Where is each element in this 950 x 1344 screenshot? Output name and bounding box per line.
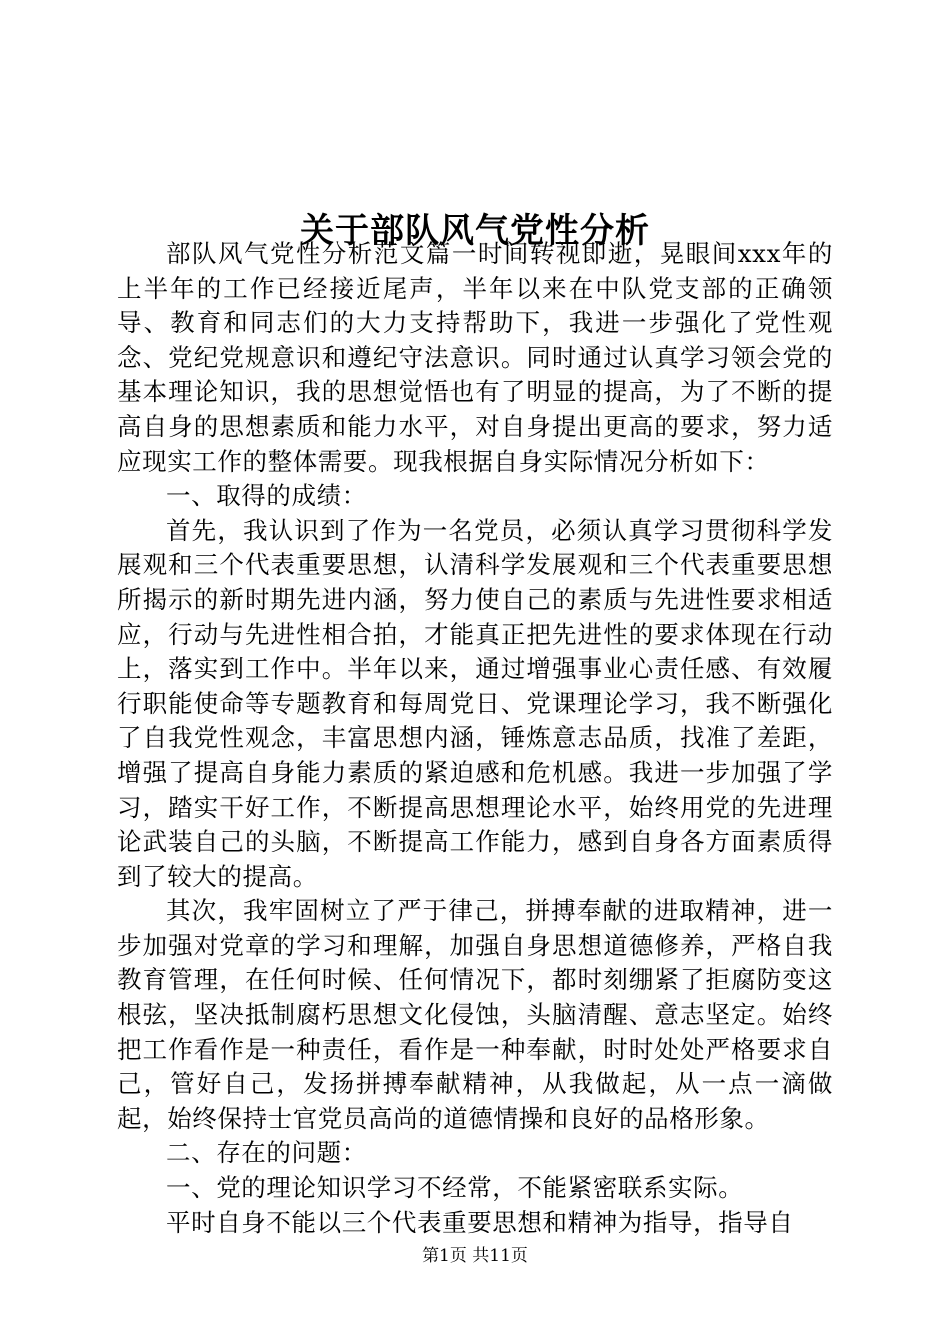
section-heading-achievements: 一、取得的成绩：	[166, 481, 367, 511]
paragraph-intro: 部队风气党性分析范文篇一时间转视即逝，晃眼间xxx年的上半年的工作已经接近尾声，半年以来在中队党支部的正确领导、教育和同志们的大力支持帮助下，我进一步强化了党性观念、党纪党规意识和遵纪守法意识。同时通过认真学习领会党的基本理论知识，我的思想觉悟也有了明显的提高，为了不断的提高自身的思想素质和能力水平，对自身提出更高的要求，努力适应现实工作的整体需要。现我根据自身实际情况分析如下：	[117, 239, 833, 476]
paragraph-second: 其次，我牢固树立了严于律己，拼搏奉献的进取精神，进一步加强对党章的学习和理解，加强自身思想道德修养，严格自我教育管理，在任何时候、任何情况下，都时刻绷紧了拒腐防变这根弦，坚决抵制腐朽思想文化侵蚀，头脑清醒、意志坚定。始终把工作看作是一种责任，看作是一种奉献，时时处处严格要求自己，管好自己，发扬拼搏奉献精神，从我做起，从一点一滴做起，始终保持士官党员高尚的道德情操和良好的品格形象。	[117, 896, 833, 1133]
document-title: 关于部队风气党性分析	[300, 210, 650, 251]
page-footer: 第1页 共11页	[422, 1246, 528, 1266]
paragraph-problem-one: 平时自身不能以三个代表重要思想和精神为指导，指导自	[166, 1207, 794, 1237]
paragraph-first: 首先，我认识到了作为一名党员，必须认真学习贯彻科学发展观和三个代表重要思想，认清科学发展观和三个代表重要思想所揭示的新时期先进内涵，努力使自己的素质与先进性要求相适应，行动与先进性相合拍，才能真正把先进性的要求体现在行动上，落实到工作中。半年以来，通过增强事业心责任感、有效履行职能使命等专题教育和每周党日、党课理论学习，我不断强化了自我党性观念，丰富思想内涵，锤炼意志品质，找准了差距，增强了提高自身能力素质的紧迫感和危机感。我进一步加强了学习，踏实干好工作，不断提高思想理论水平，始终用党的先进理论武装自己的头脑，不断提高工作能力，感到自身各方面素质得到了较大的提高。	[117, 515, 833, 891]
document-body	[117, 237, 833, 1240]
subheading-problem-one: 一、党的理论知识学习不经常，不能紧密联系实际。	[166, 1173, 744, 1203]
section-heading-problems: 二、存在的问题：	[166, 1138, 367, 1168]
